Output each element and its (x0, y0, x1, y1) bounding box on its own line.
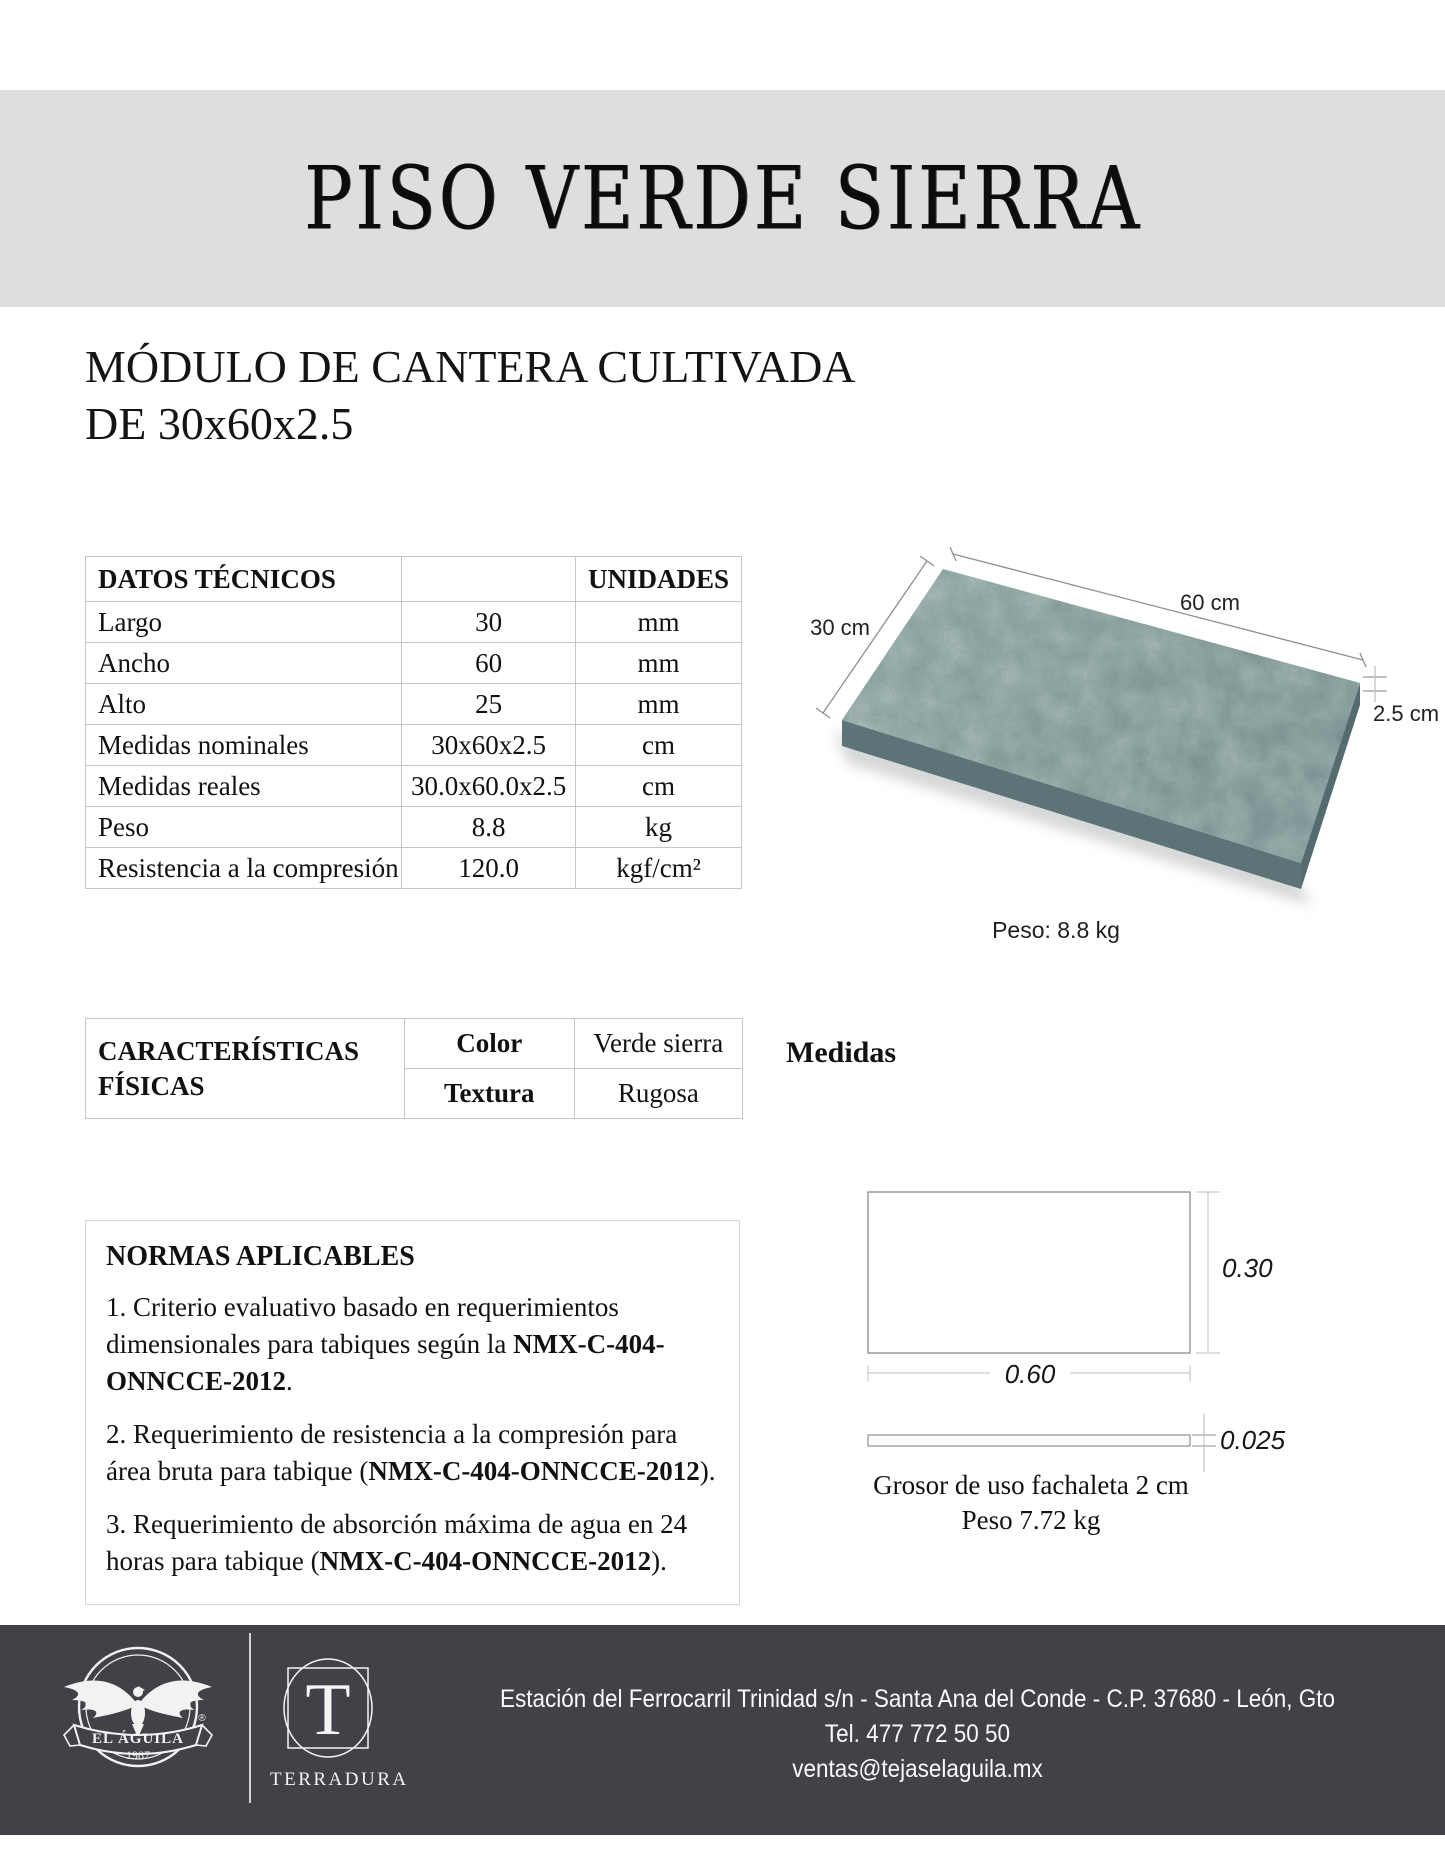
title-banner (0, 90, 1445, 307)
product-heading-line1: MÓDULO DE CANTERA CULTIVADA (85, 341, 856, 392)
product-heading (85, 338, 856, 452)
el-aguila-logo (50, 1645, 230, 1785)
medidas-heading: Medidas (786, 1036, 897, 1069)
norma-item: 1. Criterio evaluativo basado en requerimientos dimensionales para tabiques según la NMX-C-404-ONNCCE-2012. (106, 1292, 665, 1396)
aguila-name-text: EL ÁGUILA (92, 1731, 184, 1747)
page-title: PISO VERDE SIERRA (303, 147, 1142, 250)
footer-phone: Tel. 477 772 50 50 (824, 1720, 1011, 1748)
product-heading-line2: DE 30x60x2.5 (85, 398, 354, 449)
col-header-datos: DATOS TÉCNICOS (86, 557, 402, 602)
caracteristicas-title: CARACTERÍSTICAS FÍSICAS (86, 1019, 405, 1119)
normas-box (85, 1220, 740, 1605)
datos-tecnicos-table (85, 556, 742, 889)
diagram-thickness-label: 0.025 (1220, 1425, 1286, 1455)
terradura-initial: T (305, 1669, 351, 1751)
tile-photo (790, 520, 1445, 960)
footer (0, 1625, 1445, 1835)
medidas-diagram (840, 1170, 1370, 1570)
norma-item: 2. Requerimiento de resistencia a la compresión para área bruta para tabique (NMX-C-404-ONNCCE-2012). (106, 1419, 716, 1486)
table-row: Textura Rugosa (86, 1069, 743, 1119)
footer-divider (249, 1633, 251, 1803)
normas-title: NORMAS APLICABLES (106, 1241, 415, 1272)
col-header-empty (402, 557, 576, 602)
footer-email: ventas@tejaselaguila.mx (792, 1755, 1043, 1783)
footer-contact-block (390, 1625, 1445, 1835)
tile-thickness-label: 2.5 cm (1373, 701, 1440, 726)
diagram-caption-grosor: Grosor de uso fachaleta 2 cm (873, 1470, 1189, 1500)
terradura-name: TERRADURA (270, 1769, 409, 1790)
table-row: Peso 8.8 kg (86, 807, 742, 848)
footer-address: Estación del Ferrocarril Trinidad s/n - Santa Ana del Conde - C.P. 37680 - León, Gto (499, 1685, 1336, 1713)
tile-photo-render (790, 520, 1445, 960)
diagram-caption-peso: Peso 7.72 kg (961, 1505, 1101, 1535)
registered-mark: ® (198, 1713, 206, 1724)
caracteristicas-table (85, 1018, 743, 1119)
aguila-year-text: 1987 (126, 1748, 150, 1762)
table-row: Resistencia a la compresión 120.0 kgf/cm² (86, 848, 742, 889)
diagram-width-label: 0.60 (990, 1359, 1070, 1390)
table-row: Largo 30 mm (86, 602, 742, 643)
norma-item: 3. Requerimiento de absorción máxima de agua en 24 horas para tabique (NMX-C-404-ONNCCE-2012). (106, 1509, 688, 1576)
table-row: Alto 25 mm (86, 684, 742, 725)
table-row: Ancho 60 mm (86, 643, 742, 684)
table-row: CARACTERÍSTICAS FÍSICAS Color Verde sierra (86, 1019, 743, 1069)
tile-width-label: 60 cm (1180, 590, 1240, 615)
table-header-row (86, 557, 742, 602)
tile-weight-label: Peso: 8.8 kg (992, 917, 1120, 943)
table-row: Medidas reales 30.0x60.0x2.5 cm (86, 766, 742, 807)
col-header-unidades: UNIDADES (576, 557, 742, 602)
table-row: Medidas nominales 30x60x2.5 cm (86, 725, 742, 766)
diagram-height-label: 0.30 (1222, 1253, 1273, 1283)
tile-depth-label: 30 cm (810, 615, 870, 640)
terradura-logo (270, 1657, 409, 1807)
